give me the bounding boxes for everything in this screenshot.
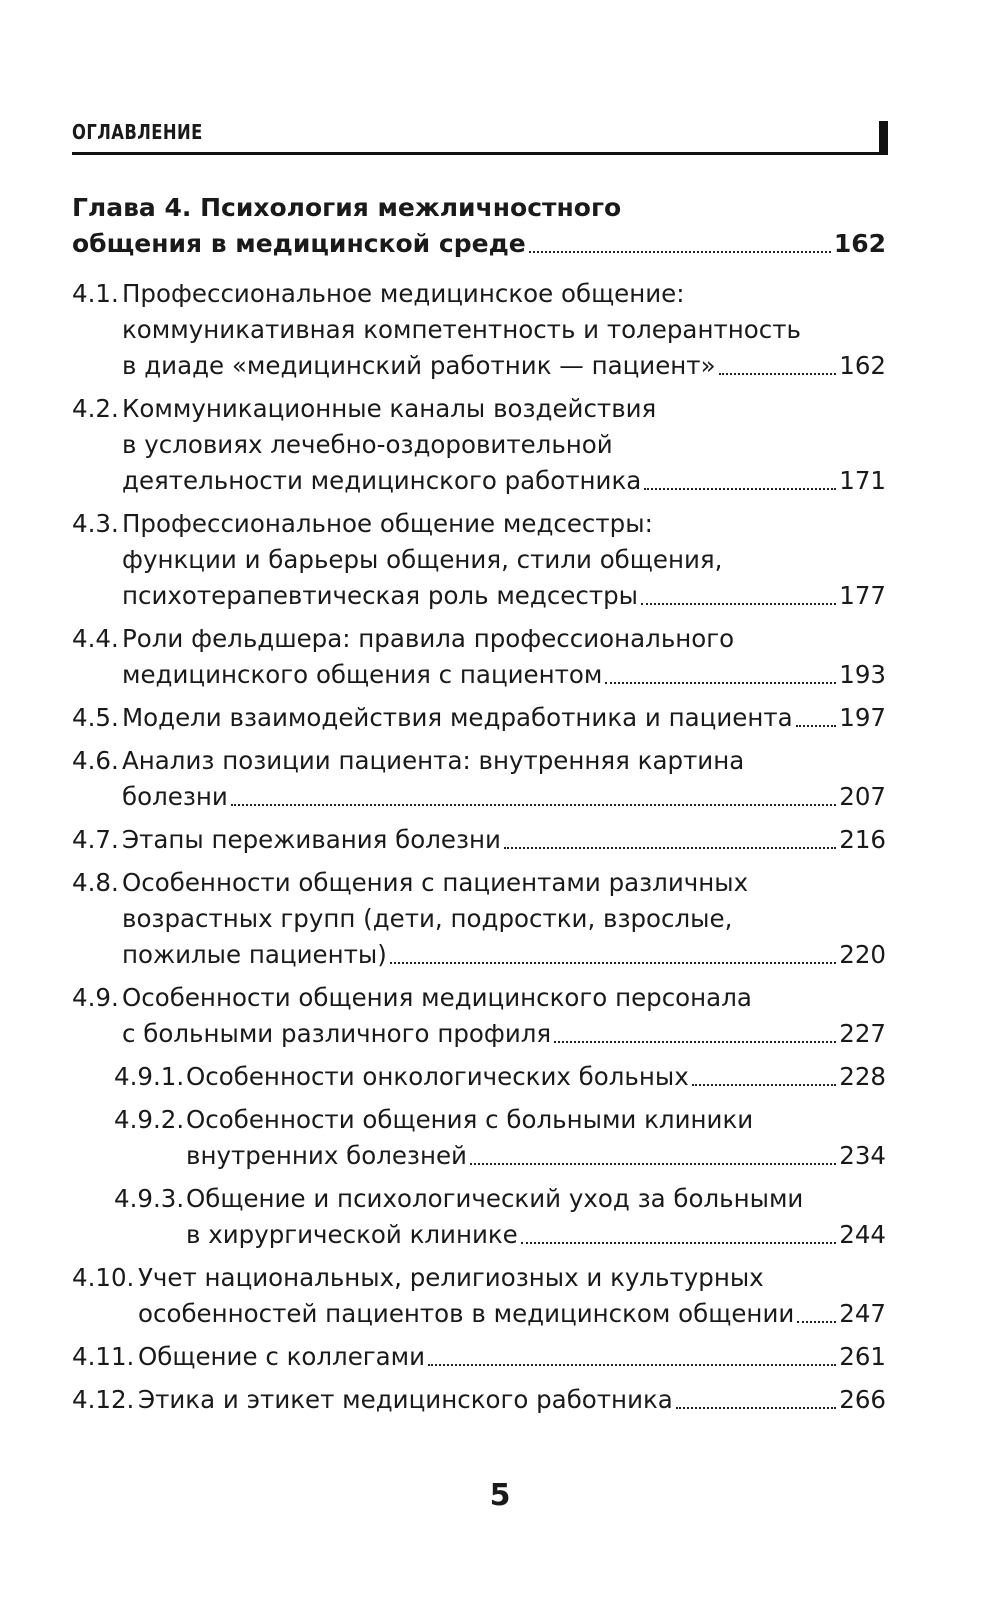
entry-title-line: особенностей пациентов в медицинском общении [138,1299,795,1328]
toc-entry-4-9-1[interactable] [72,1059,886,1095]
dot-leader [692,1084,837,1086]
dot-leader [605,682,836,684]
entry-title-line: Роли фельдшера: правила профессионального [122,624,735,653]
dot-leader [428,1364,836,1366]
entry-page: 266 [839,1385,886,1414]
toc-line [72,1382,886,1418]
chapter-title-line-2: общения в медицинской среде [72,229,526,258]
entry-title-line: Профессиональное медицинское общение: [122,279,685,308]
entry-title-line: Этапы переживания болезни [122,825,501,854]
dot-leader [231,804,836,806]
entry-title-line: Модели взаимодействия медработника и пациента [122,703,793,732]
entry-number: 4.1. [72,279,119,308]
entry-title-line: Профессиональное общение медсестры: [122,509,653,538]
entry-page: 261 [839,1342,886,1371]
entry-page: 216 [839,825,886,854]
toc-line [114,1217,886,1253]
toc-entry-4-6[interactable] [72,743,886,815]
entry-number: 4.12. [72,1385,135,1414]
entry-title-line: Учет национальных, религиозных и культурных [138,1263,764,1292]
entry-title-line: пожилые пациенты) [122,940,387,969]
entry-title-line: Коммуникационные каналы воздействия [122,394,657,423]
toc-entry-4-12[interactable] [72,1382,886,1418]
toc-entry-4-5[interactable] [72,700,886,736]
entry-title-line: Общение с коллегами [138,1342,426,1371]
toc-line [72,700,886,736]
entry-title-line: Особенности общения с пациентами различных [122,868,749,897]
toc-line [72,463,886,499]
entry-page: 197 [839,703,886,732]
toc-line [114,1181,886,1217]
page-number: 5 [489,1478,511,1513]
toc-line [72,822,886,858]
entry-title-line: в диаде «медицинский работник — пациент» [122,351,716,380]
dot-leader [644,488,836,490]
toc-line [72,391,886,427]
entry-title-line: Этика и этикет медицинского работника [138,1385,673,1414]
toc-entry-4-4[interactable] [72,621,886,693]
dot-leader [521,1242,836,1244]
toc-line [72,865,886,901]
entry-number: 4.9. [72,983,119,1012]
entry-title-line: деятельности медицинского работника [122,466,642,495]
entry-number: 4.3. [72,509,119,538]
chapter-page: 162 [833,229,886,258]
entry-page: 234 [839,1141,886,1170]
entry-number: 4.11. [72,1342,135,1371]
header-bar-marker [879,121,888,155]
entry-number: 4.6. [72,746,119,775]
entry-page: 162 [839,351,886,380]
toc-chapter-4[interactable] [72,190,886,262]
header-title: ОГЛАВЛЕНИЕ [72,120,203,144]
toc-line [114,1138,886,1174]
entry-title-line: Общение и психологический уход за больными [186,1184,804,1213]
running-header [72,112,888,155]
entry-number: 4.5. [72,703,119,732]
entry-title-line: Анализ позиции пациента: внутренняя картина [122,746,745,775]
entry-title-line: функции и барьеры общения, стили общения, [122,545,723,574]
entry-title-line: коммуникативная компетентность и толерантность [122,315,801,344]
entry-title-line: внутренних болезней [186,1141,467,1170]
entry-number: 4.9.3. [114,1184,185,1213]
toc-entry-4-7[interactable] [72,822,886,858]
toc-line [114,1059,886,1095]
toc-line [114,1102,886,1138]
table-of-contents [72,190,886,1425]
entry-number: 4.10. [72,1263,135,1292]
toc-entry-4-9-3[interactable] [72,1181,886,1253]
toc-entry-4-11[interactable] [72,1339,886,1375]
entry-title-line: в условиях лечебно-оздоровительной [122,430,613,459]
entry-title-line: психотерапевтическая роль медсестры [122,581,638,610]
toc-line [72,190,886,226]
entry-title-line: в хирургической клинике [186,1220,518,1249]
toc-line [72,578,886,614]
toc-line [72,980,886,1016]
entry-number: 4.2. [72,394,119,423]
entry-title-line: болезни [122,782,228,811]
dot-leader [390,962,836,964]
toc-line [72,542,886,578]
toc-line [72,506,886,542]
entry-number: 4.9.1. [114,1062,185,1091]
toc-entry-4-8[interactable] [72,865,886,973]
dot-leader [676,1407,836,1409]
toc-entry-4-10[interactable] [72,1260,886,1332]
chapter-title-line-1: Глава 4. Психология межличностного [72,193,622,222]
dot-leader [529,251,831,253]
dot-leader [641,603,836,605]
entry-title-line: медицинского общения с пациентом [122,660,603,689]
entry-page: 171 [839,466,886,495]
entry-number: 4.7. [72,825,119,854]
toc-entry-4-9[interactable] [72,980,886,1052]
toc-line [72,657,886,693]
toc-line [72,276,886,312]
toc-line [72,312,886,348]
entry-title-line: Особенности общения с больными клиники [186,1105,754,1134]
entry-page: 228 [839,1062,886,1091]
entry-title-line: возрастных групп (дети, подростки, взрослые, [122,904,733,933]
toc-line [72,743,886,779]
dot-leader [797,1321,836,1323]
entry-page: 244 [839,1220,886,1249]
toc-line [72,1296,886,1332]
toc-entry-4-9-2[interactable] [72,1102,886,1174]
toc-entry-4-3[interactable] [72,506,886,614]
dot-leader [796,725,837,727]
entry-page: 207 [839,782,886,811]
toc-line [72,901,886,937]
toc-line [72,1260,886,1296]
toc-line [72,427,886,463]
entry-number: 4.9.2. [114,1105,185,1134]
dot-leader [719,373,837,375]
dot-leader [554,1041,836,1043]
toc-line [72,1016,886,1052]
entry-number: 4.4. [72,624,119,653]
entry-title-line: Особенности общения медицинского персонала [122,983,752,1012]
toc-entry-4-1[interactable] [72,276,886,384]
entry-page: 193 [839,660,886,689]
toc-entry-4-2[interactable] [72,391,886,499]
toc-line [72,621,886,657]
toc-line [72,1339,886,1375]
toc-line [72,348,886,384]
entry-page: 220 [839,940,886,969]
dot-leader [504,847,836,849]
entry-number: 4.8. [72,868,119,897]
toc-line [72,779,886,815]
dot-leader [470,1163,836,1165]
entry-page: 247 [839,1299,886,1328]
entry-title-line: с больными различного профиля [122,1019,552,1048]
toc-line [72,226,886,262]
entry-page: 227 [839,1019,886,1048]
entry-page: 177 [839,581,886,610]
toc-line [72,937,886,973]
entry-title-line: Особенности онкологических больных [186,1062,689,1091]
